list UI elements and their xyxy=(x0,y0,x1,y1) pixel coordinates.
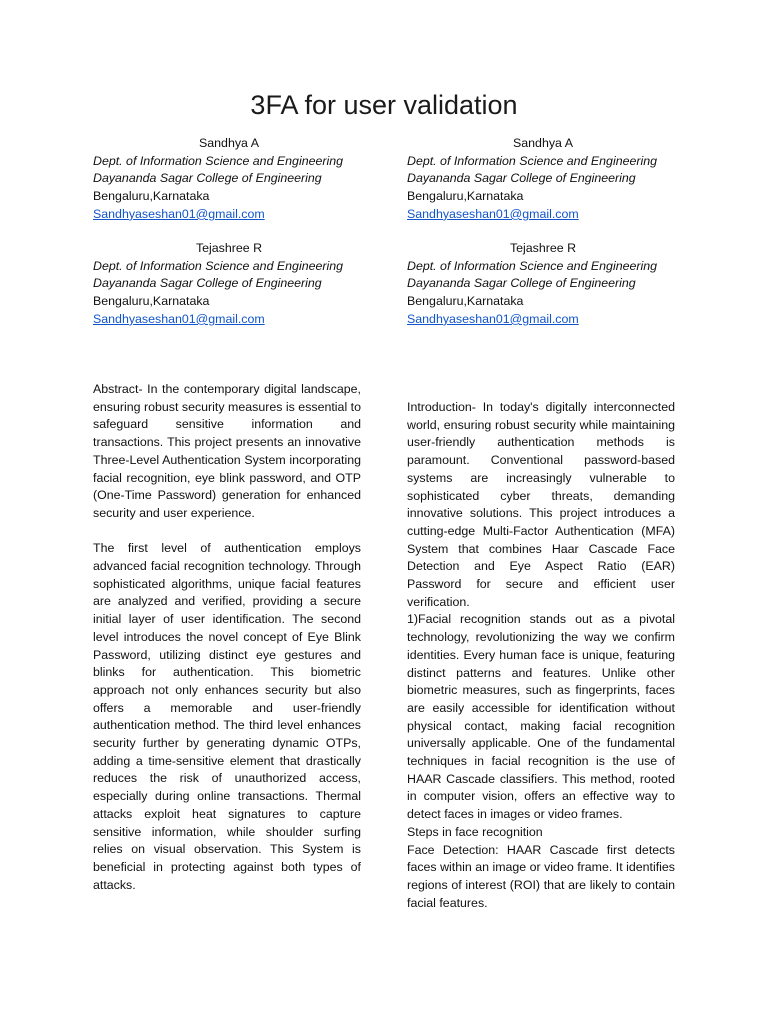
introduction-subheading: Steps in face recognition xyxy=(407,824,543,839)
author-college: Dayananda Sagar College of Engineering xyxy=(93,171,322,186)
introduction-section xyxy=(407,399,675,912)
author-card xyxy=(407,240,679,329)
author-name: Sandhya A xyxy=(513,136,573,150)
author-college: Dayananda Sagar College of Engineering xyxy=(407,276,636,291)
author-dept: Dept. of Information Science and Engineering xyxy=(93,153,344,168)
author-card xyxy=(93,240,365,329)
author-card xyxy=(407,135,679,224)
introduction-paragraph: Introduction- In today's digitally interconnected world, ensuring robust security while maintaining user-friendly authentication methods is paramount. Conventional password-based systems are increasingly vulnerable to sophisticated cyber threats, demanding innovative solutions. This project introduces a cutting-edge Multi-Factor Authentication (MFA) System that combines Haar Cascade Face Detection and Eye Aspect Ratio (EAR) Password for secure and efficient user verification. xyxy=(407,400,675,609)
abstract-paragraph: The first level of authentication employs advanced facial recognition technology. Through sophisticated algorithms, unique facial features are analyzed and verified, providing a secure initial layer of user identification. The second level introduces the novel concept of Eye Blink Password, utilizing distinct eye gestures and blinks for authentication. This biometric approach not only enhances security but also offers a memorable and user-friendly authentication method. The third level enhances security further by generating dynamic OTPs, adding a time-sensitive element that drastically reduces the risk of unauthorized access, especially during online transactions. Thermal attacks exploit heat signatures to capture sensitive information, while shoulder surfing relies on visual observation. This System is beneficial in protecting against both types of attacks. xyxy=(93,541,361,892)
author-email-link[interactable]: Sandhyaseshan01@gmail.com xyxy=(93,311,265,326)
author-name: Tejashree R xyxy=(509,241,577,255)
author-dept: Dept. of Information Science and Engineering xyxy=(93,258,344,273)
author-email-link[interactable]: Sandhyaseshan01@gmail.com xyxy=(407,206,579,221)
author-dept: Dept. of Information Science and Engineering xyxy=(407,153,658,168)
author-city: Bengaluru,Karnataka xyxy=(407,294,524,309)
introduction-paragraph: 1)Facial recognition stands out as a pivotal technology, revolutionizing the way we confirm identities. Every human face is unique, featuring distinct patterns and features. Unlike other biometric measures, such as fingerprints, faces are easily accessible for identification without physical contact, making facial recognition universally applicable. One of the fundamental techniques in facial recognition is the use of HAAR Cascade classifiers. This method, rooted in computer vision, offers an effective way to detect faces in images or video frames. xyxy=(407,612,675,822)
author-email-link[interactable]: Sandhyaseshan01@gmail.com xyxy=(93,206,265,221)
introduction-paragraph: Face Detection: HAAR Cascade first detects faces within an image or video frame. It identifies regions of interest (ROI) that are likely to contain facial features. xyxy=(407,842,675,910)
author-college: Dayananda Sagar College of Engineering xyxy=(407,171,636,186)
author-city: Bengaluru,Karnataka xyxy=(93,294,210,309)
author-name: Sandhya A xyxy=(199,136,259,150)
author-city: Bengaluru,Karnataka xyxy=(407,189,524,204)
abstract-paragraph: Abstract- In the contemporary digital landscape, ensuring robust security measures is essential to safeguard sensitive information and transactions. This project presents an innovative Three-Level Authentication System incorporating facial recognition, eye blink password, and OTP (One-Time Password) generation for enhanced security and user experience. xyxy=(93,382,361,520)
author-name: Tejashree R xyxy=(195,241,263,255)
author-college: Dayananda Sagar College of Engineering xyxy=(93,276,322,291)
abstract-section xyxy=(93,381,361,894)
author-dept: Dept. of Information Science and Engineering xyxy=(407,258,658,273)
author-card xyxy=(93,135,365,224)
paragraph-spacer xyxy=(93,523,361,541)
author-city: Bengaluru,Karnataka xyxy=(93,189,210,204)
author-email-link[interactable]: Sandhyaseshan01@gmail.com xyxy=(407,311,579,326)
paper-title: 3FA for user validation xyxy=(250,90,518,120)
